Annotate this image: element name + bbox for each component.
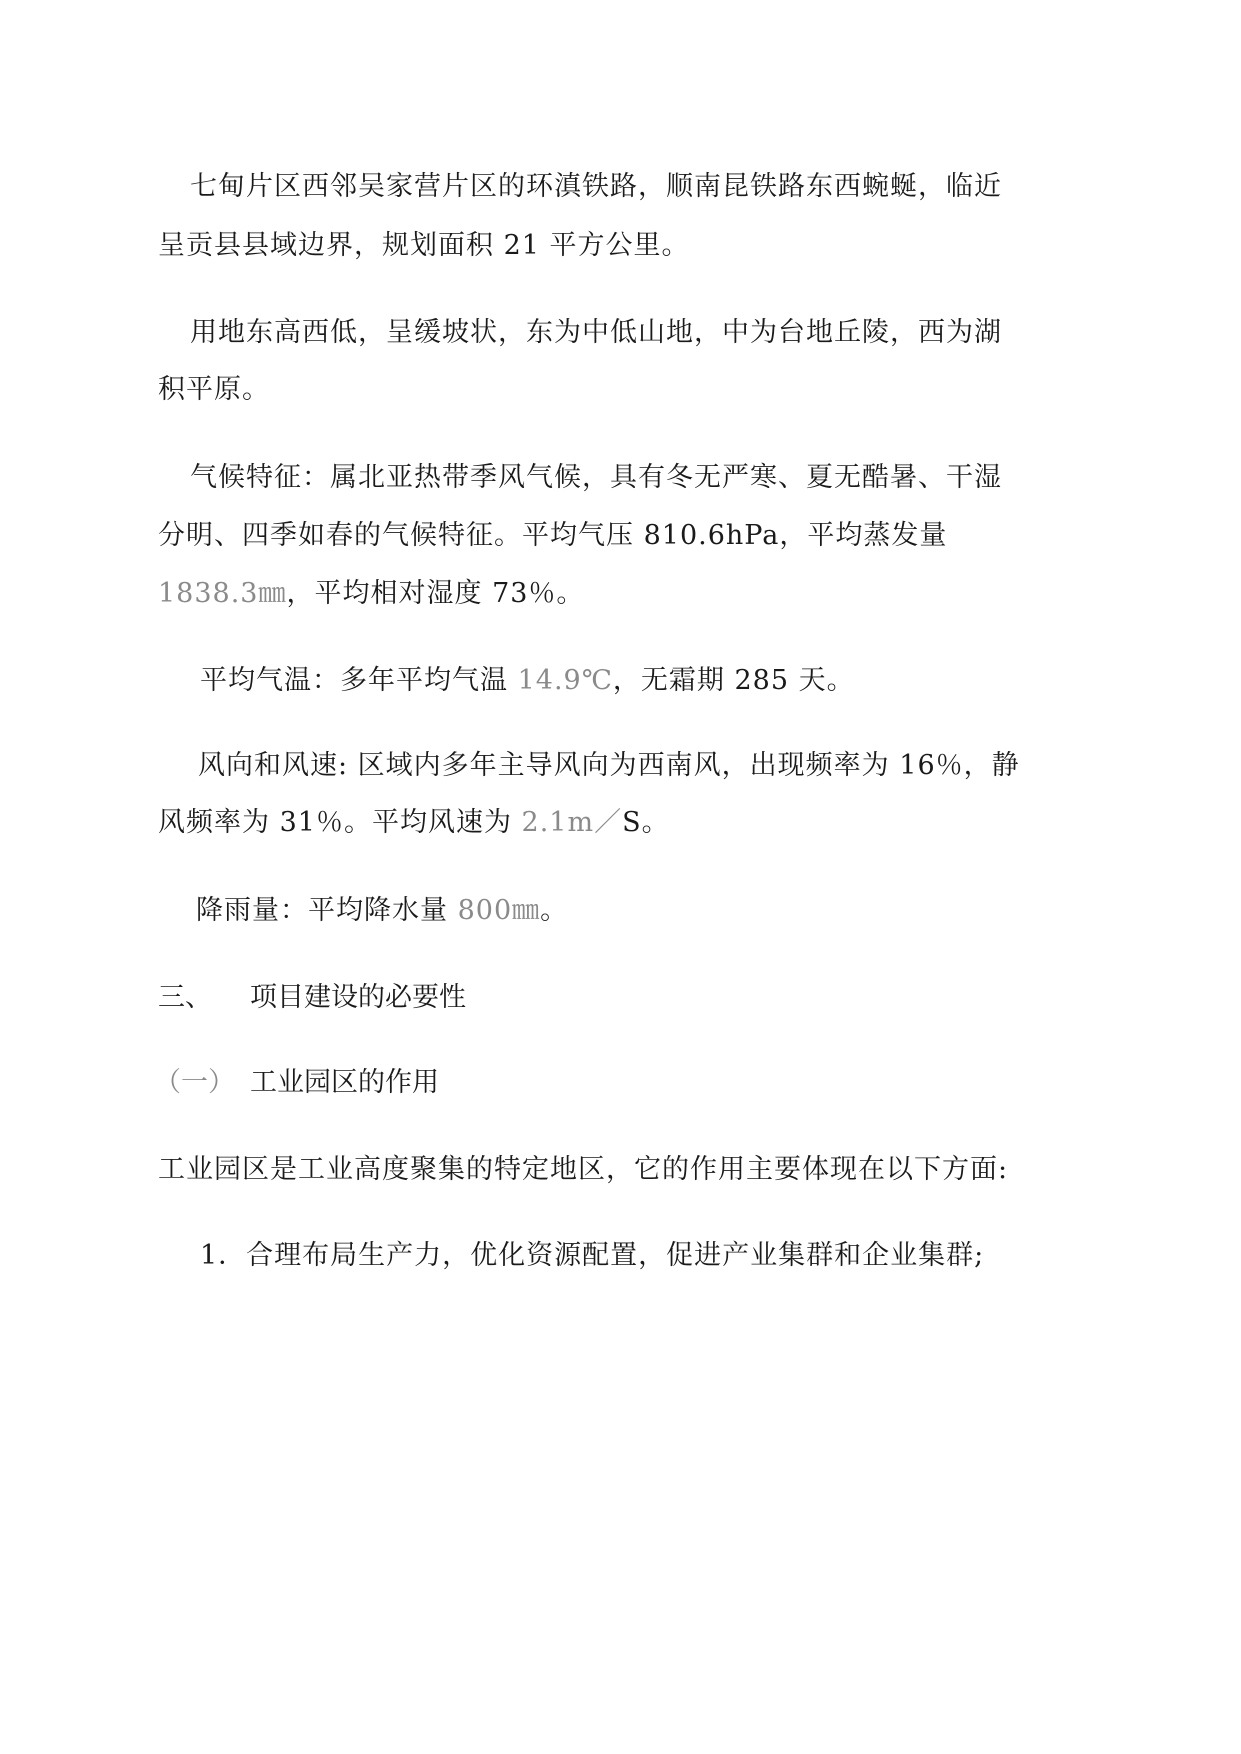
paragraph-line: 用地东高西低，呈缓坡状，东为中低山地，中为台地丘陵，西为湖 <box>190 317 1002 348</box>
paragraph-text: 。 <box>540 895 569 926</box>
value-text: 14.9℃ <box>517 665 613 696</box>
value-text: 800㎜ <box>457 895 541 926</box>
paragraph-text: 降雨量：平均降水量 <box>196 895 458 926</box>
paragraph-line: 分明、四季如春的气候特征。平均气压 810.6hPa，平均蒸发量 <box>158 520 948 551</box>
paragraph-text: 平均气温：多年平均气温 <box>200 665 518 696</box>
paragraph-line: 工业园区是工业高度聚集的特定地区，它的作用主要体现在以下方面: <box>158 1154 1009 1185</box>
paragraph-text: S。 <box>622 807 670 838</box>
value-text: 1838.3㎜ <box>158 578 287 609</box>
paragraph-line <box>158 806 670 840</box>
paragraph-line: 呈贡县县域边界，规划面积 21 平方公里。 <box>158 230 690 261</box>
section-title: 项目建设的必要性 <box>250 982 466 1013</box>
paragraph-text: ，无霜期 285 天。 <box>612 665 855 696</box>
list-item: 1．合理布局生产力，优化资源配置，促进产业集群和企业集群; <box>200 1240 985 1271</box>
paragraph-line <box>200 664 855 698</box>
paragraph-text: ，平均相对湿度 73％。 <box>286 578 585 609</box>
subsection-title: 工业园区的作用 <box>250 1067 439 1098</box>
section-number: 三、 <box>158 982 212 1013</box>
paragraph-text: 风频率为 31％。平均风速为 <box>158 807 522 838</box>
paragraph-line: 积平原。 <box>158 374 270 405</box>
paragraph-line <box>158 577 584 611</box>
subsection-number: （一） <box>154 1067 235 1098</box>
paragraph-line: 气候特征：属北亚热带季风气候，具有冬无严寒、夏无酷暑、干湿 <box>190 462 1002 493</box>
paragraph-line: 七甸片区西邻吴家营片区的环滇铁路，顺南昆铁路东西蜿蜒，临近 <box>190 171 1002 202</box>
value-text: 2.1m／ <box>521 807 623 838</box>
paragraph-line: 风向和风速: 区域内多年主导风向为西南风，出现频率为 16％，静 <box>198 750 1020 781</box>
paragraph-line <box>196 894 568 928</box>
